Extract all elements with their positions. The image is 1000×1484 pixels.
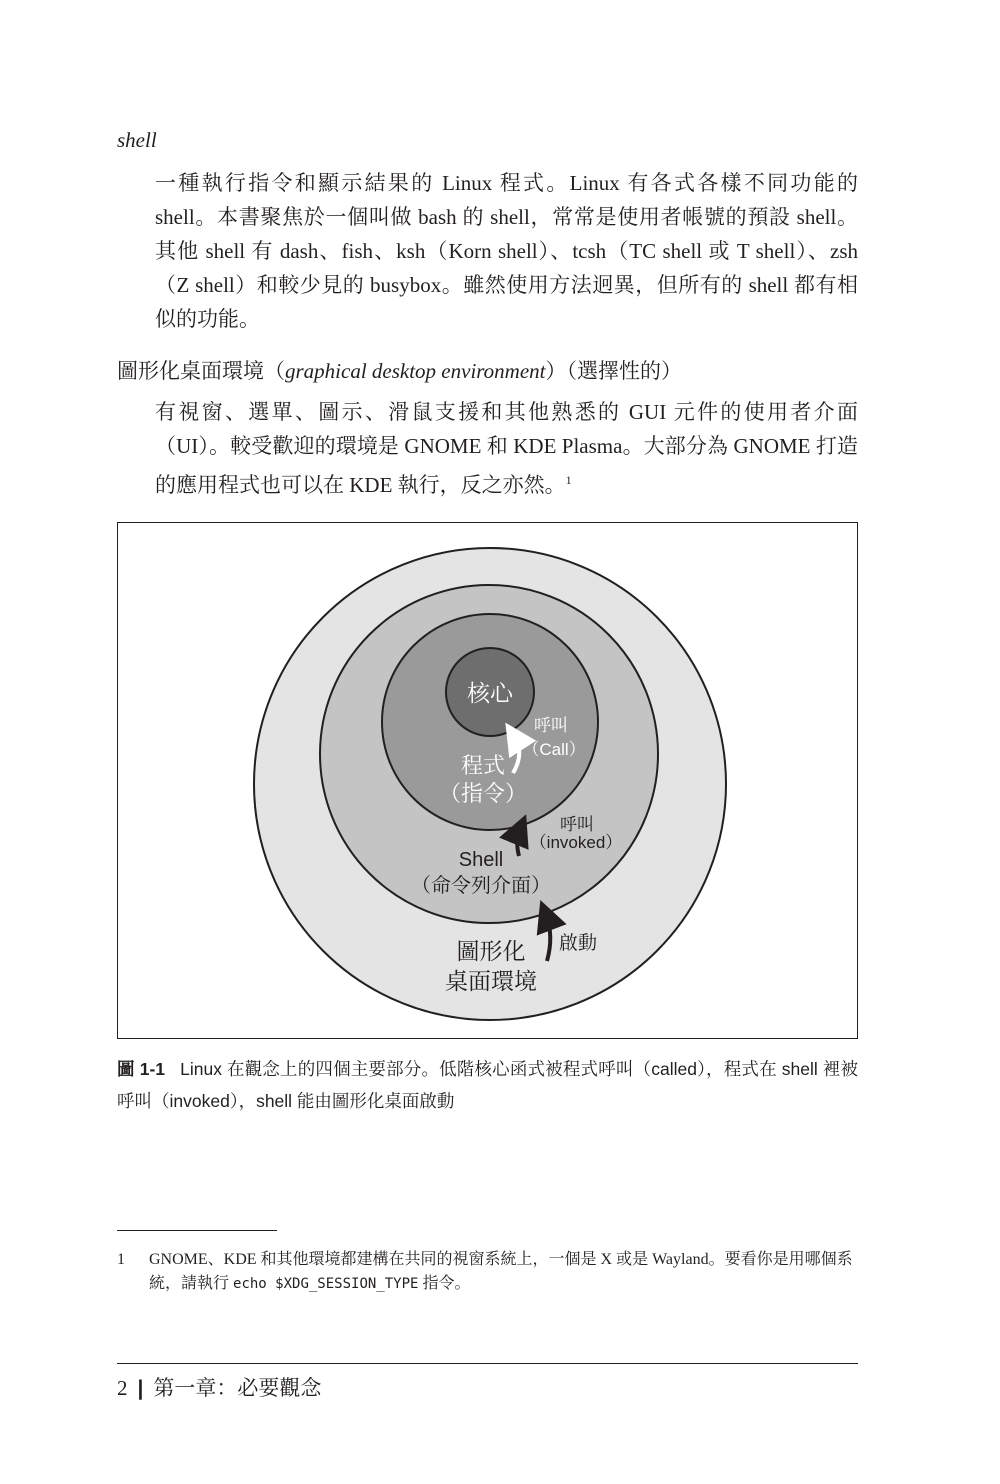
footnote-code: echo $XDG_SESSION_TYPE [233,1276,419,1292]
shell-label-2: （命令列介面） [411,875,551,897]
page-number: 2 [117,1376,128,1400]
program-label-1: 程式 [460,753,506,778]
term-desktop-heading [117,355,682,385]
desktop-label-1: 圖形化 [456,938,526,964]
footer-divider [117,1363,858,1364]
chapter-title: 第一章：必要觀念 [153,1377,322,1400]
kernel-label: 核心 [467,680,513,706]
figure-linux-layers [117,522,858,1039]
call-label-1: 呼叫 [534,716,568,735]
footnote-body: GNOME、KDE 和其他環境都建構在共同的視窗系統上，一個是 X 或是 Wayland。要看你是用哪個系統，請執行 [149,1251,853,1292]
folio-separator: | [137,1377,144,1400]
figure-caption [117,1053,858,1117]
footnote-divider [117,1230,277,1231]
caption-label: 圖 1-1 [117,1059,166,1079]
shell-definition-paragraph: 一種執行指令和顯示結果的 Linux 程式。Linux 有各式各樣不同功能的 shell。本書聚焦於一個叫做 bash 的 shell，常常是使用者帳號的預設 shell。其他 shell 有 dash、fish、ksh（Korn shell）、tcsh（TC shell 或 T shell）、zsh（Z shell）和較少見的 busybox。雖然使用方法迥異，但所有的 shell 都有相似的功能。 [155,171,858,331]
desktop-label-2: 桌面環境 [445,968,537,994]
invoked-label-1: 呼叫 [560,815,594,834]
launch-label: 啟動 [558,933,598,954]
footnote-reference[interactable]: 1 [565,473,572,487]
page-footer [117,1372,321,1402]
footnote-end: 指令。 [418,1275,471,1292]
desktop-paragraph-text: 有視窗、選單、圖示、滑鼠支援和其他熟悉的 GUI 元件的使用者介面（UI）。較受歡迎的環境是 GNOME 和 KDE Plasma。大部分為 GNOME 打造的應用程式也可以在 KDE 執行，反之亦然。 [155,400,858,497]
invoked-label-2: （invoked） [529,833,623,852]
footnote-text [149,1248,858,1296]
heading-suffix: ）（選擇性的） [545,359,683,383]
caption-text: Linux 在觀念上的四個主要部分。低階核心函式被程式呼叫（called），程式在 shell 裡被呼叫（invoked），shell 能由圖形化桌面啟動 [117,1059,859,1111]
term-shell: shell [117,128,157,152]
shell-label-1: Shell [458,849,504,871]
heading-prefix: 圖形化桌面環境（ [117,359,285,383]
call-label-2: （Call） [522,740,586,759]
footnote-number: 1 [117,1251,125,1268]
heading-english: graphical desktop environment [285,359,546,383]
desktop-definition-paragraph [155,395,858,502]
program-label-2: （指令） [438,781,528,806]
